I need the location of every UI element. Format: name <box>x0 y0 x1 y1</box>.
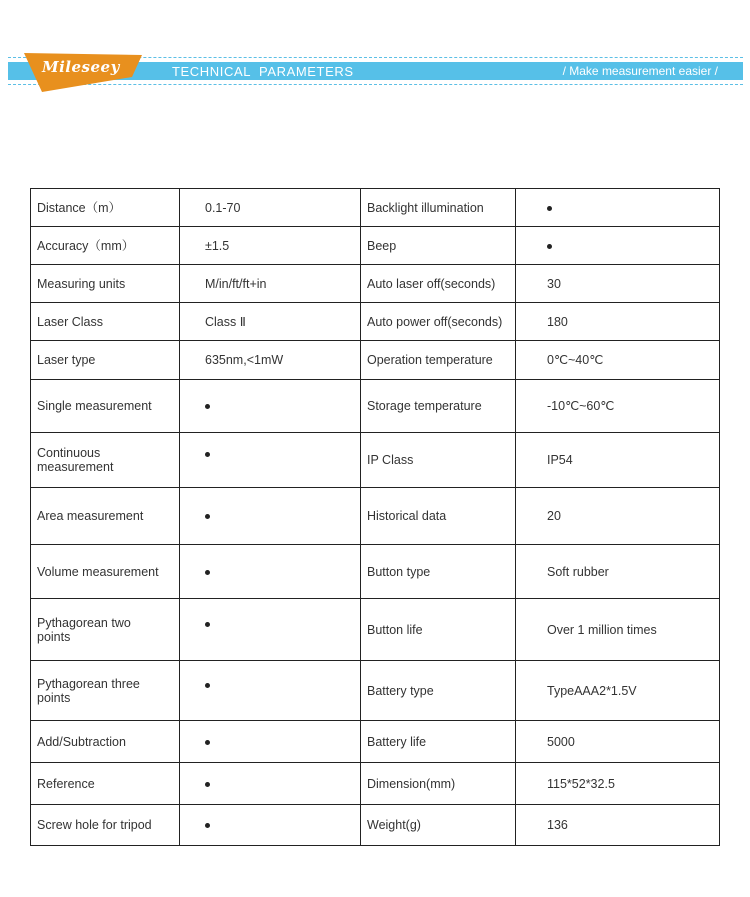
spec-value-text: -10℃~60℃ <box>547 399 615 413</box>
spec-value <box>516 545 720 599</box>
spec-value <box>516 661 720 721</box>
spec-value <box>180 545 361 599</box>
spec-value <box>516 380 720 433</box>
spec-label <box>31 488 180 545</box>
spec-label <box>361 341 516 380</box>
spec-label <box>31 805 180 846</box>
spec-value <box>516 721 720 763</box>
spec-label <box>361 661 516 721</box>
spec-label-text: Accuracy（mm） <box>37 238 135 253</box>
table-row <box>31 763 720 805</box>
spec-value-text: Class Ⅱ <box>205 314 246 329</box>
bullet-supported-icon <box>205 570 210 575</box>
spec-label <box>31 661 180 721</box>
spec-label-text: Storage temperature <box>367 399 482 413</box>
spec-value <box>516 488 720 545</box>
spec-value <box>516 805 720 846</box>
spec-label <box>361 488 516 545</box>
spec-value <box>180 380 361 433</box>
spec-label <box>31 189 180 227</box>
spec-label <box>31 763 180 805</box>
table-row <box>31 599 720 661</box>
table-row <box>31 227 720 265</box>
bullet-supported-icon <box>205 782 210 787</box>
spec-label-text: Distance（m） <box>37 200 122 215</box>
spec-value <box>516 227 720 265</box>
spec-label-text: Auto laser off(seconds) <box>367 276 496 291</box>
spec-value-text: ±1.5 <box>205 238 230 253</box>
spec-table <box>30 188 720 846</box>
spec-value-text: 136 <box>547 818 568 832</box>
spec-label-text: Pythagorean three points <box>37 676 140 705</box>
bullet-supported-icon <box>205 404 210 409</box>
spec-label <box>361 721 516 763</box>
bullet-supported-icon <box>205 622 210 627</box>
spec-value <box>516 433 720 488</box>
brand-name: Mileseey <box>42 58 120 76</box>
spec-value <box>180 303 361 341</box>
spec-label-text: Weight(g) <box>367 818 421 832</box>
spec-value <box>180 763 361 805</box>
bullet-supported-icon <box>205 823 210 828</box>
spec-label-text: Single measurement <box>37 399 152 413</box>
spec-label-text: Historical data <box>367 509 447 523</box>
spec-value-text: IP54 <box>547 453 573 467</box>
table-row <box>31 189 720 227</box>
slogan: / Make measurement easier / <box>562 64 718 78</box>
spec-label-text: Backlight illumination <box>367 200 484 215</box>
bullet-supported-icon <box>205 683 210 688</box>
spec-label-text: Beep <box>367 238 397 253</box>
spec-label <box>361 545 516 599</box>
spec-value <box>180 488 361 545</box>
spec-value <box>516 599 720 661</box>
spec-value <box>180 227 361 265</box>
spec-value <box>180 265 361 303</box>
spec-label-text: Pythagorean two points <box>37 615 131 644</box>
spec-value <box>180 189 361 227</box>
spec-label <box>31 433 180 488</box>
spec-label-text: Button life <box>367 622 423 637</box>
spec-label <box>31 341 180 380</box>
spec-label <box>361 805 516 846</box>
spec-value <box>516 341 720 380</box>
spec-label <box>361 265 516 303</box>
spec-value-text: 20 <box>547 509 561 523</box>
spec-label-text: IP Class <box>367 453 414 467</box>
spec-label-text: Reference <box>37 776 95 791</box>
spec-label <box>31 380 180 433</box>
bullet-supported-icon <box>205 452 210 457</box>
spec-label <box>31 303 180 341</box>
table-row <box>31 545 720 599</box>
bullet-supported-icon <box>547 244 552 249</box>
spec-label <box>31 599 180 661</box>
spec-label-text: Battery type <box>367 683 434 698</box>
table-row <box>31 341 720 380</box>
spec-label-text: Continuous measurement <box>37 446 114 474</box>
spec-value-text: Soft rubber <box>547 564 609 579</box>
spec-value <box>180 433 361 488</box>
bullet-supported-icon <box>205 740 210 745</box>
spec-label <box>361 433 516 488</box>
spec-value <box>516 189 720 227</box>
spec-label <box>361 303 516 341</box>
spec-label-text: Auto power off(seconds) <box>367 314 503 329</box>
spec-value-text: 180 <box>547 314 568 329</box>
table-row <box>31 433 720 488</box>
table-row <box>31 721 720 763</box>
spec-value <box>180 721 361 763</box>
spec-label-text: Button type <box>367 564 431 579</box>
spec-label <box>31 265 180 303</box>
spec-label-text: Volume measurement <box>37 564 159 579</box>
spec-label <box>361 227 516 265</box>
spec-label <box>31 227 180 265</box>
spec-label-text: Area measurement <box>37 509 144 523</box>
spec-value-text: 115*52*32.5 <box>547 776 615 791</box>
table-row <box>31 265 720 303</box>
spec-value <box>180 599 361 661</box>
bullet-supported-icon <box>547 206 552 211</box>
spec-label-text: Operation temperature <box>367 353 493 367</box>
spec-label <box>361 599 516 661</box>
spec-label-text: Add/Subtraction <box>37 734 126 749</box>
spec-label-text: Laser type <box>37 353 96 367</box>
spec-label <box>361 763 516 805</box>
spec-label-text: Dimension(mm) <box>367 776 456 791</box>
spec-value-text: 30 <box>547 276 561 291</box>
section-title: TECHNICAL PARAMETERS <box>172 64 354 79</box>
spec-label <box>31 721 180 763</box>
spec-value-text: M/in/ft/ft+in <box>205 276 267 291</box>
spec-value <box>516 763 720 805</box>
spec-label <box>361 189 516 227</box>
spec-value <box>180 661 361 721</box>
spec-label-text: Battery life <box>367 734 427 749</box>
spec-value <box>516 303 720 341</box>
spec-label-text: Screw hole for tripod <box>37 818 152 832</box>
bullet-supported-icon <box>205 514 210 519</box>
spec-label-text: Measuring units <box>37 276 126 291</box>
spec-value-text: Over 1 million times <box>547 622 657 637</box>
spec-value <box>180 341 361 380</box>
spec-value-text: 635nm,<1mW <box>205 353 284 367</box>
spec-value <box>180 805 361 846</box>
table-row <box>31 488 720 545</box>
spec-value-text: 5000 <box>547 734 575 749</box>
spec-label <box>361 380 516 433</box>
table-row <box>31 661 720 721</box>
table-row <box>31 805 720 846</box>
spec-value-text: 0.1-70 <box>205 200 241 215</box>
spec-label <box>31 545 180 599</box>
brand-logo <box>24 53 142 92</box>
spec-value <box>516 265 720 303</box>
spec-label-text: Laser Class <box>37 314 103 329</box>
spec-value-text: 0℃~40℃ <box>547 353 604 367</box>
spec-value-text: TypeAAA2*1.5V <box>547 683 637 698</box>
table-row <box>31 303 720 341</box>
table-row <box>31 380 720 433</box>
